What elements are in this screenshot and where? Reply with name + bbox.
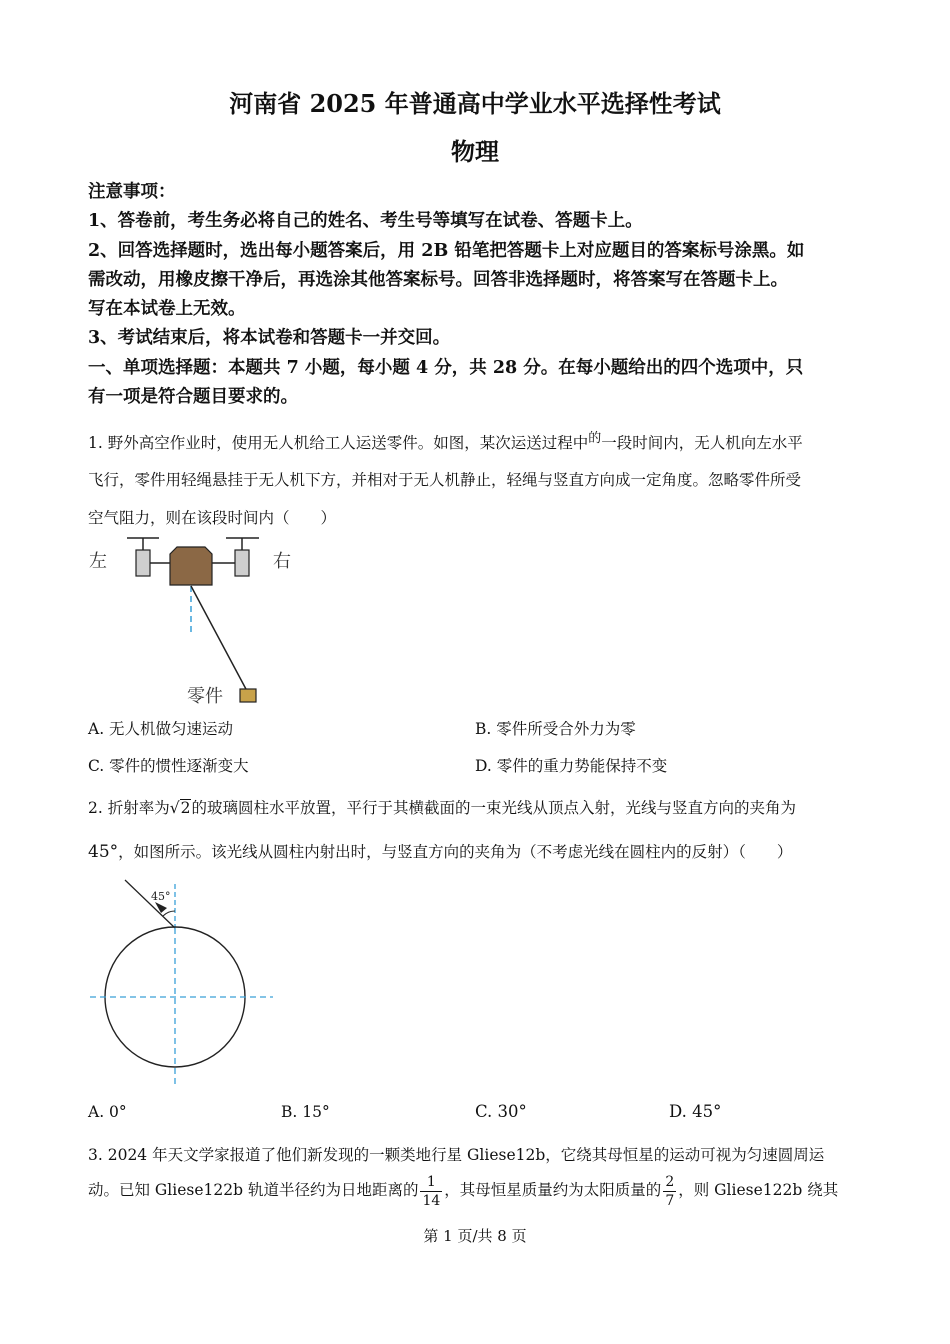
exam-title: 河南省 2025 年普通高中学业水平选择性考试 xyxy=(229,89,721,118)
q3-line-2 xyxy=(88,1170,838,1210)
part-block xyxy=(240,689,256,702)
q1-option-a: A. 无人机做匀速运动 xyxy=(88,720,234,738)
rope xyxy=(191,586,247,691)
angle-arc xyxy=(163,911,175,916)
q3-line-1: 3. 2024 年天文学家报道了他们新发现的一颗类地行星 Gliese12b，它绕其母恒星的运动可视为匀速圆周运 xyxy=(88,1146,825,1164)
q3-line-2a: 动。已知 Gliese122b 轨道半径约为日地距离的 xyxy=(88,1181,419,1199)
q1-line-1b: 的 xyxy=(588,431,602,446)
q2-line-1a: 2. 折射率为 xyxy=(88,799,170,817)
incident-ray xyxy=(125,880,175,928)
q2-option-a: A. 0° xyxy=(88,1103,127,1121)
q1-right-label: 右 xyxy=(273,551,291,572)
notice-item-1: 1、答卷前，考生务必将自己的姓名、考生号等填写在试卷、答题卡上。 xyxy=(88,211,643,231)
q1-line-1a: 1. 野外高空作业时，使用无人机给工人运送零件。如图，某次运送过程中 xyxy=(88,434,589,453)
q1-part-label: 零件 xyxy=(187,686,223,707)
notice-item-3: 3、考试结束后，将本试卷和答题卡一并交回。 xyxy=(88,328,451,348)
q1-left-label: 左 xyxy=(89,551,107,572)
sqrt-value: 2 xyxy=(180,799,191,817)
notice-item-2-line-2: 需改动，用橡皮擦干净后，再选涂其他答案标号。回答非选择题时，将答案写在答题卡上。 xyxy=(88,270,788,290)
q2-cylinder-figure xyxy=(85,872,285,1092)
q1-line-1 xyxy=(88,427,803,453)
drone-body xyxy=(170,547,212,585)
q1-option-b: B. 零件所受合外力为零 xyxy=(475,720,636,738)
drone-left-rotor xyxy=(127,538,170,576)
q1-line-3: 空气阻力，则在该段时间内（ ） xyxy=(88,509,337,527)
q1-line-1c: 一段时间内，无人机向左水平 xyxy=(601,434,803,453)
q2-line-2b: ，如图所示。该光线从圆柱内射出时，与竖直方向的夹角为（不考虑光线在圆柱内的反射）（ ） xyxy=(118,843,793,861)
q1-option-c: C. 零件的惯性逐渐变大 xyxy=(88,757,249,775)
section-heading-line-1: 一、单项选择题：本题共 7 小题，每小题 4 分，共 28 分。在每小题给出的四个选项中，只 xyxy=(88,358,804,378)
q2-line-2 xyxy=(88,840,792,862)
q3-line-2b: ，其母恒星质量约为太阳质量的 xyxy=(444,1181,662,1199)
q3-line-2c: ，则 Gliese122b 绕其 xyxy=(678,1181,839,1199)
subject-title: 物理 xyxy=(451,137,499,166)
fraction-2-denominator: 7 xyxy=(665,1192,675,1209)
notice-item-2-line-3: 写在本试卷上无效。 xyxy=(88,299,246,319)
page-footer: 第 1 页/共 8 页 xyxy=(423,1227,527,1245)
fraction-1-14 xyxy=(420,1173,442,1210)
q1-drone-figure xyxy=(85,530,291,710)
section-heading-line-2: 有一项是符合题目要求的。 xyxy=(88,387,298,407)
q2-line-1b: 的玻璃圆柱水平放置，平行于其横截面的一束光线从顶点入射，光线与竖直方向的夹角为 xyxy=(191,799,796,817)
q1-line-2: 飞行，零件用轻绳悬挂于无人机下方，并相对于无人机静止，轻绳与竖直方向成一定角度。忽略零件所受 xyxy=(88,471,802,489)
q2-line-1 xyxy=(88,796,796,818)
angle-label: 45° xyxy=(151,890,171,903)
q1-option-d: D. 零件的重力势能保持不变 xyxy=(475,757,668,775)
fraction-2-numerator: 2 xyxy=(665,1173,675,1190)
drone-right-rotor xyxy=(212,538,259,576)
notice-heading: 注意事项： xyxy=(88,182,176,202)
fraction-2-7 xyxy=(663,1173,676,1210)
q2-option-c: C. 30° xyxy=(475,1102,527,1121)
fraction-1-denominator: 14 xyxy=(422,1192,441,1209)
notice-item-2-line-1: 2、回答选择题时，选出每小题答案后，用 2B 铅笔把答题卡上对应题目的答案标号涂黑。如 xyxy=(88,241,805,261)
sqrt-sign: √ xyxy=(169,799,180,817)
fraction-1-numerator: 1 xyxy=(420,1173,442,1192)
q2-option-d: D. 45° xyxy=(669,1102,722,1121)
q2-option-b: B. 15° xyxy=(281,1103,330,1121)
q2-angle-value: 45° xyxy=(88,842,119,862)
